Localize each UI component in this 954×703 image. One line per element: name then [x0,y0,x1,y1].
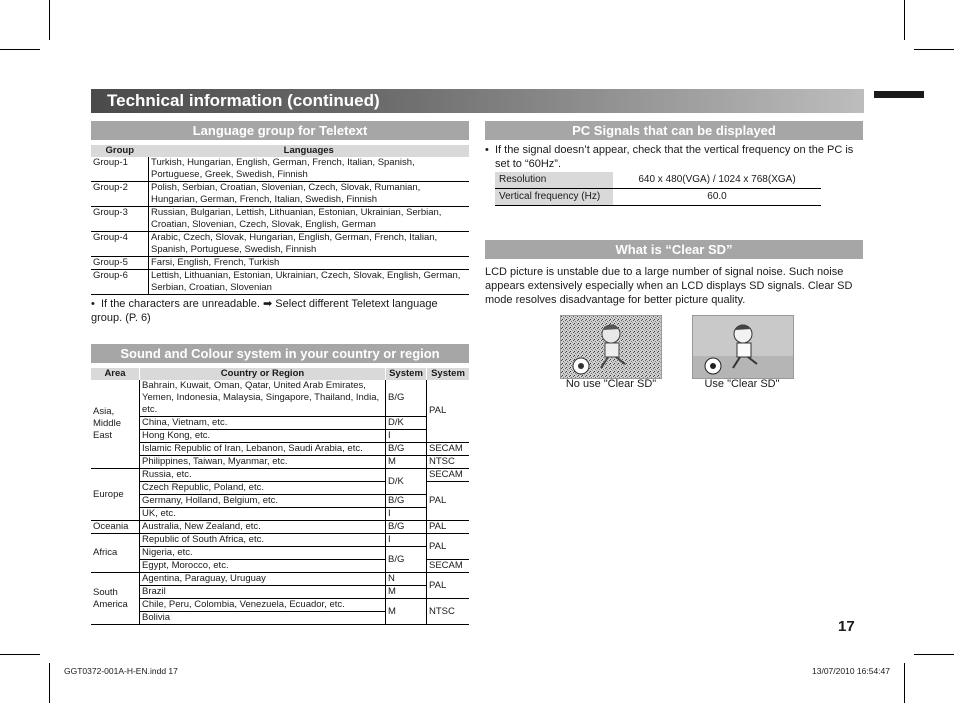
bullet: • [485,144,495,156]
column-header: System [427,368,470,380]
arrow-right-icon: ➡ [263,298,273,310]
column-header: System [386,368,427,380]
table-row: Nigeria, etc. B/G [91,547,469,560]
sound-colour-heading: Sound and Colour system in your country or region [91,344,469,363]
table-row: South America Agentina, Paraguay, Uruguay N PAL [91,573,469,586]
crop-mark [0,49,40,50]
table-row: Czech Republic, Poland, etc. PAL [91,482,469,495]
noisy-picture-image [560,315,662,379]
area-cell: South America [91,573,140,625]
table-row: Egypt, Morocco, etc. SECAM [91,560,469,573]
table-row: Brazil M [91,586,469,599]
caption-clear-sd: Use "Clear SD" [704,378,780,390]
crop-mark [904,0,905,40]
table-row: China, Vietnam, etc. D/K [91,417,469,430]
crop-mark [49,0,50,40]
crop-mark [49,663,50,703]
clear-sd-description: LCD picture is unstable due to a large number of signal noise. Such noise appears extensively especially when an LCD displays SD signals. Clear SD mode resolves disadvantage for better picture quality. [485,266,853,306]
area-cell: Europe [91,469,140,521]
area-cell: Asia, Middle East [91,380,140,469]
language-group-table [91,145,469,295]
table-row: Group-3 Russian, Bulgarian, Lettish, Lithuanian, Estonian, Ukrainian, Serbian, Croatian, Slovenian, Czech, Slovak, English, German [91,207,469,232]
column-header: Languages [149,145,470,157]
table-row: Germany, Holland, Belgium, etc. B/G [91,495,469,508]
table-row: Philippines, Taiwan, Myanmar, etc. M NTSC [91,456,469,469]
column-header: Area [91,368,140,380]
bullet: • [91,298,101,310]
column-header: Country or Region [140,368,386,380]
page-title-bar [91,89,864,113]
area-cell: Africa [91,534,140,573]
table-row: Resolution 640 x 480(VGA) / 1024 x 768(XGA) [495,172,821,189]
crop-mark [0,654,40,655]
crop-mark [914,654,954,655]
table-row: Oceania Australia, New Zealand, etc. B/G PAL [91,521,469,534]
crop-mark [904,663,905,703]
pc-signals-heading: PC Signals that can be displayed [485,121,863,140]
teletext-note: • If the characters are unreadable. ➡ Select different Teletext language group. (P. 6) [91,298,438,324]
page-number: 17 [838,618,855,635]
language-group-heading: Language group for Teletext [91,121,469,140]
footer-file-info: GGT0372-001A-H-EN.indd 17 [64,666,178,676]
table-row: Europe Russia, etc. D/K SECAM [91,469,469,482]
table-row: Asia, Middle East Bahrain, Kuwait, Oman, Qatar, United Arab Emirates, Yemen, Indonesia, Malaysia, Singapore, Thailand, India, etc. B/G PAL [91,380,469,417]
footer-timestamp: 13/07/2010 16:54:47 [812,666,890,676]
table-row: Hong Kong, etc. I [91,430,469,443]
table-row: Group-4 Arabic, Czech, Slovak, Hungarian, English, German, French, Italian, Spanish, Portuguese, Swedish, Finnish [91,232,469,257]
caption-no-clear-sd: No use "Clear SD" [565,378,657,390]
crop-mark [914,49,954,50]
sound-colour-table [91,368,469,625]
pc-signals-note: • If the signal doesn’t appear, check that the vertical frequency on the PC is set to “60Hz”. [485,144,854,170]
table-row: Bolivia [91,612,469,625]
area-cell: Oceania [91,521,140,534]
table-row: Africa Republic of South Africa, etc. I PAL [91,534,469,547]
clear-picture-image [692,315,794,379]
section-tab-marker [874,91,924,98]
table-row: Group-5 Farsi, English, French, Turkish [91,257,469,270]
table-row: Group-6 Lettish, Lithuanian, Estonian, Ukrainian, Czech, Slovak, English, German, Serbian, Croatian, Slovenian [91,270,469,295]
table-row: Vertical frequency (Hz) 60.0 [495,189,821,206]
table-row: Chile, Peru, Colombia, Venezuela, Ecuador, etc. M NTSC [91,599,469,612]
table-row: Islamic Republic of Iran, Lebanon, Saudi Arabia, etc. B/G SECAM [91,443,469,456]
pc-signals-table [495,172,821,206]
table-row: Group-1 Turkish, Hungarian, English, German, French, Italian, Spanish, Portuguese, Greek, Swedish, Finnish [91,157,469,182]
page-title: Technical information (continued) [107,91,380,110]
clear-sd-heading: What is “Clear SD” [485,240,863,259]
column-header: Group [91,145,149,157]
table-row: UK, etc. I [91,508,469,521]
table-row: Group-2 Polish, Serbian, Croatian, Slovenian, Czech, Slovak, Rumanian, Hungarian, German, French, Italian, Swedish, Finnish [91,182,469,207]
